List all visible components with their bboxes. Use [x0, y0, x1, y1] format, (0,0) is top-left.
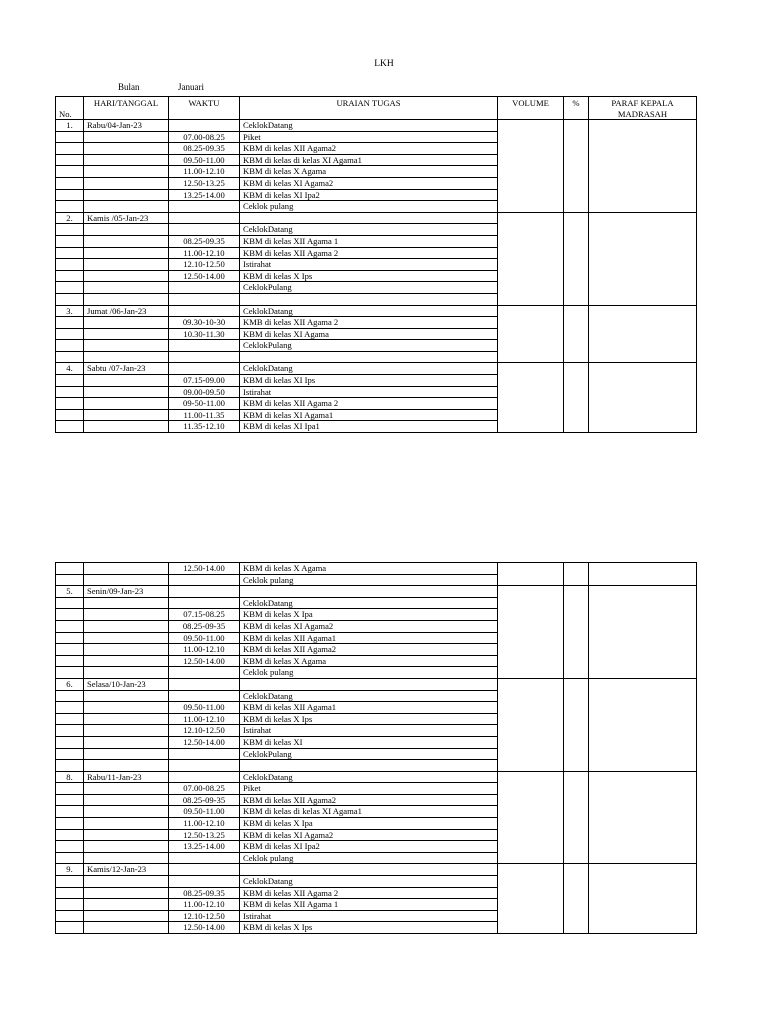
cell-uraian: KBM di kelas X Ipa — [240, 818, 498, 830]
cell-hari: Kamis/12-Jan-23 — [84, 864, 169, 876]
cell-persen — [564, 120, 589, 213]
header-hari: HARI/TANGGAL — [84, 97, 169, 120]
cell-hari — [84, 247, 169, 259]
cell-hari — [84, 340, 169, 352]
cell-no — [56, 783, 84, 795]
cell-no — [56, 644, 84, 656]
cell-uraian: CeklokDatang — [240, 771, 498, 783]
cell-waktu: 08.25-09-35 — [169, 620, 240, 632]
cell-no — [56, 655, 84, 667]
cell-no — [56, 702, 84, 714]
cell-waktu — [169, 224, 240, 236]
cell-uraian: KBM di kelas X Agama — [240, 166, 498, 178]
cell-waktu — [169, 864, 240, 876]
cell-waktu: 11.35-12.10 — [169, 421, 240, 433]
cell-uraian: KBM di kelas XI Ipa2 — [240, 841, 498, 853]
cell-waktu: 09.50-11.00 — [169, 632, 240, 644]
header-waktu: WAKTU — [169, 97, 240, 120]
cell-hari — [84, 328, 169, 340]
cell-waktu: 12.10-12.50 — [169, 910, 240, 922]
cell-hari — [84, 154, 169, 166]
cell-no — [56, 421, 84, 433]
cell-waktu: 09.30-10-30 — [169, 317, 240, 329]
cell-no — [56, 154, 84, 166]
cell-uraian: KBM di kelas X Ipa — [240, 609, 498, 621]
cell-uraian: Istirahat — [240, 259, 498, 271]
cell-no — [56, 177, 84, 189]
cell-waktu: 11.00-12.10 — [169, 644, 240, 656]
cell-hari — [84, 375, 169, 387]
cell-hari — [84, 235, 169, 247]
cell-hari — [84, 841, 169, 853]
cell-no — [56, 876, 84, 888]
cell-no — [56, 259, 84, 271]
cell-hari: Senin/09-Jan-23 — [84, 586, 169, 598]
cell-no — [56, 841, 84, 853]
cell-paraf — [589, 586, 697, 679]
cell-uraian — [240, 212, 498, 224]
cell-hari — [84, 818, 169, 830]
cell-paraf — [589, 305, 697, 363]
cell-waktu — [169, 363, 240, 375]
cell-waktu: 11.00-12.10 — [169, 166, 240, 178]
cell-uraian: KBM di kelas XII Agama2 — [240, 644, 498, 656]
cell-no — [56, 143, 84, 155]
cell-waktu: 11.00-12.10 — [169, 713, 240, 725]
cell-hari — [84, 887, 169, 899]
cell-waktu — [169, 574, 240, 586]
cell-hari — [84, 166, 169, 178]
cell-uraian: KBM di kelas XII Agama2 — [240, 143, 498, 155]
cell-no — [56, 247, 84, 259]
cell-uraian — [240, 293, 498, 305]
cell-waktu — [169, 771, 240, 783]
cell-hari — [84, 143, 169, 155]
cell-volume — [498, 563, 564, 586]
cell-waktu: 07.15-09.00 — [169, 375, 240, 387]
cell-volume — [498, 864, 564, 934]
header-paraf: PARAF KEPALA MADRASAH — [589, 97, 697, 120]
cell-uraian — [240, 586, 498, 598]
month-value: Januari — [178, 82, 204, 92]
cell-no — [56, 201, 84, 213]
cell-no — [56, 806, 84, 818]
cell-no — [56, 189, 84, 201]
cell-uraian: Ceklok pulang — [240, 574, 498, 586]
cell-waktu: 07.15-08.25 — [169, 609, 240, 621]
cell-no — [56, 317, 84, 329]
cell-waktu: 07.00-08.25 — [169, 783, 240, 795]
cell-hari — [84, 597, 169, 609]
table-2-body — [56, 563, 697, 934]
cell-waktu: 07.00-08.25 — [169, 131, 240, 143]
cell-uraian: Ceklok pulang — [240, 852, 498, 864]
cell-uraian: CeklokPulang — [240, 340, 498, 352]
cell-hari — [84, 259, 169, 271]
cell-no — [56, 386, 84, 398]
cell-uraian: KBM di kelas XII Agama1 — [240, 632, 498, 644]
cell-hari — [84, 270, 169, 282]
cell-uraian: Ceklok pulang — [240, 667, 498, 679]
cell-hari — [84, 760, 169, 772]
cell-uraian: KBM di kelas X Ips — [240, 922, 498, 934]
cell-hari — [84, 386, 169, 398]
cell-hari — [84, 748, 169, 760]
cell-hari — [84, 655, 169, 667]
cell-hari — [84, 702, 169, 714]
cell-no — [56, 725, 84, 737]
cell-hari — [84, 317, 169, 329]
cell-uraian: KBM di kelas XII Agama1 — [240, 702, 498, 714]
cell-hari: Kamis /05-Jan-23 — [84, 212, 169, 224]
cell-uraian — [240, 678, 498, 690]
cell-no — [56, 293, 84, 305]
cell-waktu — [169, 201, 240, 213]
cell-no — [56, 736, 84, 748]
cell-waktu: 12.50-13.25 — [169, 829, 240, 841]
cell-uraian: KBM di kelas XI Ipa1 — [240, 421, 498, 433]
cell-hari — [84, 189, 169, 201]
cell-waktu: 09-50-11.00 — [169, 398, 240, 410]
cell-uraian: Istirahat — [240, 910, 498, 922]
cell-waktu: 12.50-14.00 — [169, 270, 240, 282]
table-row — [56, 678, 697, 690]
cell-persen — [564, 305, 589, 363]
cell-waktu — [169, 597, 240, 609]
cell-uraian — [240, 351, 498, 363]
cell-uraian: KBM di kelas XII Agama 2 — [240, 398, 498, 410]
cell-no — [56, 748, 84, 760]
cell-hari — [84, 806, 169, 818]
cell-waktu: 12.50-14.00 — [169, 922, 240, 934]
cell-waktu: 10.30-11.30 — [169, 328, 240, 340]
cell-paraf — [589, 363, 697, 433]
header-no: No. — [56, 97, 84, 120]
cell-hari — [84, 563, 169, 575]
cell-hari — [84, 409, 169, 421]
cell-uraian: Piket — [240, 783, 498, 795]
activity-table-1 — [55, 96, 697, 433]
cell-waktu: 12.10-12.50 — [169, 259, 240, 271]
cell-no: 1. — [56, 120, 84, 132]
cell-no — [56, 282, 84, 294]
cell-paraf — [589, 212, 697, 305]
cell-hari — [84, 713, 169, 725]
cell-uraian: KBM di kelas XI Agama2 — [240, 829, 498, 841]
cell-no: 6. — [56, 678, 84, 690]
cell-uraian: KBM di kelas XII Agama2 — [240, 794, 498, 806]
cell-waktu — [169, 748, 240, 760]
cell-volume — [498, 363, 564, 433]
cell-no — [56, 351, 84, 363]
table-row — [56, 864, 697, 876]
cell-uraian: KBM di kelas X Ips — [240, 270, 498, 282]
activity-table-2 — [55, 562, 697, 934]
cell-hari — [84, 574, 169, 586]
cell-waktu: 08.25-09.35 — [169, 143, 240, 155]
cell-paraf — [589, 771, 697, 864]
cell-uraian: CeklokDatang — [240, 876, 498, 888]
cell-uraian: KBM di kelas XII Agama 1 — [240, 235, 498, 247]
table-header-row — [56, 97, 697, 120]
table-row — [56, 586, 697, 598]
cell-waktu: 12.50-14.00 — [169, 563, 240, 575]
cell-waktu — [169, 876, 240, 888]
cell-no — [56, 910, 84, 922]
cell-waktu: 11.00-12.10 — [169, 899, 240, 911]
cell-waktu: 12.10-12.50 — [169, 725, 240, 737]
cell-volume — [498, 212, 564, 305]
cell-waktu: 09.50-11.00 — [169, 154, 240, 166]
cell-uraian: KBM di kelas XI Ips — [240, 375, 498, 387]
cell-hari — [84, 421, 169, 433]
cell-no — [56, 166, 84, 178]
cell-persen — [564, 363, 589, 433]
cell-hari: Rabu/11-Jan-23 — [84, 771, 169, 783]
cell-hari — [84, 876, 169, 888]
cell-uraian: KBM di kelas XII Agama 2 — [240, 887, 498, 899]
cell-hari — [84, 794, 169, 806]
cell-no — [56, 794, 84, 806]
cell-waktu — [169, 760, 240, 772]
cell-uraian: KBM di kelas XI Ipa2 — [240, 189, 498, 201]
cell-waktu — [169, 667, 240, 679]
cell-waktu — [169, 340, 240, 352]
cell-hari — [84, 293, 169, 305]
cell-waktu: 12.50-13.25 — [169, 177, 240, 189]
cell-volume — [498, 586, 564, 679]
cell-no: 3. — [56, 305, 84, 317]
cell-hari — [84, 398, 169, 410]
cell-no — [56, 887, 84, 899]
table-row — [56, 771, 697, 783]
cell-persen — [564, 586, 589, 679]
month-label: Bulan — [118, 82, 140, 92]
cell-volume — [498, 120, 564, 213]
cell-no — [56, 224, 84, 236]
cell-uraian: KBM di kelas X Ips — [240, 713, 498, 725]
cell-uraian: KBM di kelas XI Agama2 — [240, 177, 498, 189]
cell-waktu: 12.50-14.00 — [169, 655, 240, 667]
cell-uraian — [240, 760, 498, 772]
cell-hari — [84, 632, 169, 644]
cell-no — [56, 899, 84, 911]
cell-no — [56, 852, 84, 864]
cell-waktu: 13.25-14.00 — [169, 189, 240, 201]
cell-hari — [84, 282, 169, 294]
cell-paraf — [589, 678, 697, 771]
cell-paraf — [589, 120, 697, 213]
cell-uraian: CeklokDatang — [240, 305, 498, 317]
cell-uraian: CeklokDatang — [240, 224, 498, 236]
cell-waktu: 11.00-12.10 — [169, 818, 240, 830]
header-volume: VOLUME — [498, 97, 564, 120]
cell-uraian: CeklokDatang — [240, 597, 498, 609]
cell-waktu: 08.25-09-35 — [169, 794, 240, 806]
cell-persen — [564, 771, 589, 864]
cell-hari — [84, 725, 169, 737]
cell-waktu — [169, 690, 240, 702]
cell-no: 5. — [56, 586, 84, 598]
cell-waktu — [169, 351, 240, 363]
cell-uraian: Ceklok pulang — [240, 201, 498, 213]
cell-waktu: 09.00-09.50 — [169, 386, 240, 398]
cell-no — [56, 235, 84, 247]
table-row — [56, 563, 697, 575]
cell-uraian: CeklokPulang — [240, 282, 498, 294]
cell-uraian: CeklokPulang — [240, 748, 498, 760]
cell-hari — [84, 899, 169, 911]
cell-no — [56, 818, 84, 830]
cell-waktu: 13.25-14.00 — [169, 841, 240, 853]
cell-waktu: 11.00-11.35 — [169, 409, 240, 421]
cell-waktu — [169, 293, 240, 305]
cell-hari — [84, 690, 169, 702]
cell-hari: Jumat /06-Jan-23 — [84, 305, 169, 317]
cell-hari — [84, 644, 169, 656]
cell-hari — [84, 351, 169, 363]
cell-no: 2. — [56, 212, 84, 224]
cell-no — [56, 131, 84, 143]
cell-hari — [84, 667, 169, 679]
cell-uraian: KBM di kelas XII Agama 1 — [240, 899, 498, 911]
cell-uraian: KBM di kelas di kelas XI Agama1 — [240, 806, 498, 818]
cell-hari — [84, 620, 169, 632]
cell-hari — [84, 609, 169, 621]
cell-paraf — [589, 563, 697, 586]
cell-no: 9. — [56, 864, 84, 876]
cell-no — [56, 609, 84, 621]
cell-persen — [564, 563, 589, 586]
cell-no — [56, 270, 84, 282]
month-line — [118, 82, 204, 92]
cell-hari: Sabtu /07-Jan-23 — [84, 363, 169, 375]
cell-waktu: 09.50-11.00 — [169, 806, 240, 818]
table-row — [56, 212, 697, 224]
cell-hari — [84, 201, 169, 213]
cell-uraian: Istirahat — [240, 386, 498, 398]
cell-no — [56, 328, 84, 340]
cell-hari — [84, 783, 169, 795]
cell-no — [56, 713, 84, 725]
cell-hari — [84, 736, 169, 748]
header-persen: % — [564, 97, 589, 120]
cell-hari — [84, 910, 169, 922]
cell-waktu — [169, 586, 240, 598]
cell-no — [56, 409, 84, 421]
cell-no — [56, 922, 84, 934]
cell-hari: Rabu/04-Jan-23 — [84, 120, 169, 132]
header-uraian: URAIAN TUGAS — [240, 97, 498, 120]
cell-uraian: KBM di kelas X Agama — [240, 563, 498, 575]
cell-persen — [564, 864, 589, 934]
cell-no — [56, 632, 84, 644]
cell-waktu: 11.00-12.10 — [169, 247, 240, 259]
cell-waktu — [169, 305, 240, 317]
cell-no — [56, 760, 84, 772]
cell-uraian: KMB di kelas XII Agama 2 — [240, 317, 498, 329]
cell-uraian: KBM di kelas di kelas XI Agama1 — [240, 154, 498, 166]
cell-no: 4. — [56, 363, 84, 375]
cell-volume — [498, 305, 564, 363]
cell-uraian: CeklokDatang — [240, 363, 498, 375]
cell-waktu — [169, 282, 240, 294]
cell-uraian: Piket — [240, 131, 498, 143]
cell-hari — [84, 922, 169, 934]
cell-no — [56, 563, 84, 575]
cell-hari — [84, 852, 169, 864]
cell-hari — [84, 177, 169, 189]
cell-persen — [564, 678, 589, 771]
cell-waktu — [169, 212, 240, 224]
table-1-body — [56, 120, 697, 433]
cell-hari — [84, 131, 169, 143]
cell-no — [56, 690, 84, 702]
cell-uraian: KBM di kelas XI Agama2 — [240, 620, 498, 632]
cell-uraian: CeklokDatang — [240, 120, 498, 132]
page-title: LKH — [374, 59, 394, 69]
table-row — [56, 305, 697, 317]
cell-waktu: 08.25-09.35 — [169, 887, 240, 899]
cell-no — [56, 829, 84, 841]
cell-waktu: 12.50-14.00 — [169, 736, 240, 748]
cell-uraian: KBM di kelas XI Agama1 — [240, 409, 498, 421]
cell-paraf — [589, 864, 697, 934]
cell-waktu — [169, 852, 240, 864]
cell-waktu — [169, 678, 240, 690]
cell-uraian: KBM di kelas X Agama — [240, 655, 498, 667]
table-row — [56, 120, 697, 132]
cell-uraian — [240, 864, 498, 876]
cell-hari — [84, 829, 169, 841]
cell-waktu — [169, 120, 240, 132]
cell-no — [56, 667, 84, 679]
cell-persen — [564, 212, 589, 305]
cell-uraian: CeklokDatang — [240, 690, 498, 702]
cell-uraian: KBM di kelas XII Agama 2 — [240, 247, 498, 259]
cell-hari: Selasa/10-Jan-23 — [84, 678, 169, 690]
cell-hari — [84, 224, 169, 236]
cell-volume — [498, 678, 564, 771]
cell-no — [56, 398, 84, 410]
cell-no — [56, 340, 84, 352]
cell-no — [56, 620, 84, 632]
cell-uraian: KBM di kelas XI Agama — [240, 328, 498, 340]
cell-uraian: KBM di kelas XI — [240, 736, 498, 748]
cell-no: 8. — [56, 771, 84, 783]
cell-uraian: Istirahat — [240, 725, 498, 737]
cell-waktu: 08.25-09.35 — [169, 235, 240, 247]
cell-waktu: 09.50-11.00 — [169, 702, 240, 714]
table-row — [56, 363, 697, 375]
cell-volume — [498, 771, 564, 864]
cell-no — [56, 597, 84, 609]
cell-no — [56, 375, 84, 387]
cell-no — [56, 574, 84, 586]
